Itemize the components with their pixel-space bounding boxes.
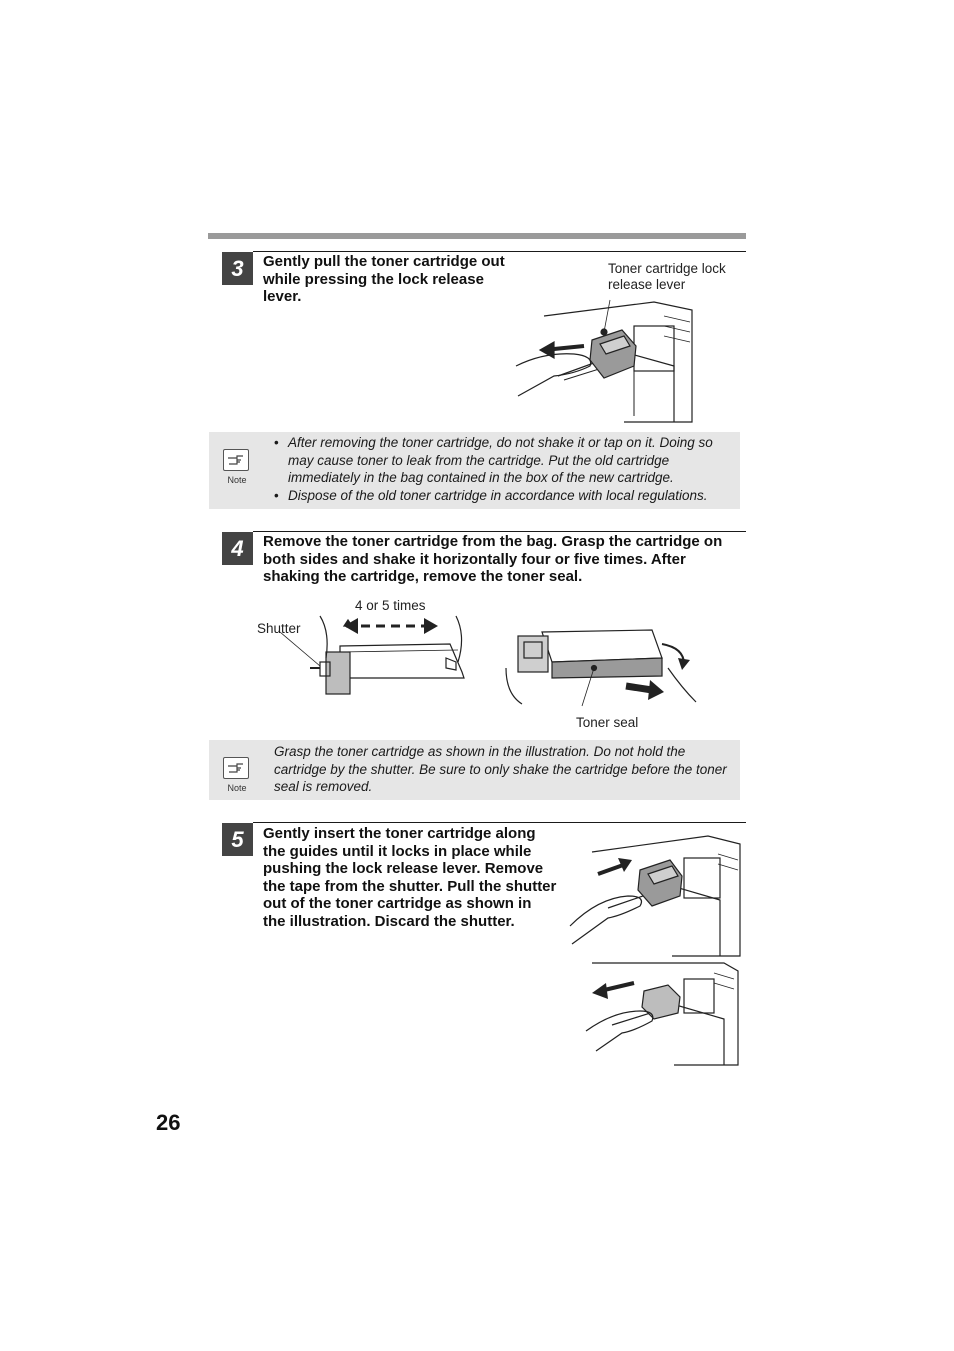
note-label-1: Note: [227, 475, 247, 485]
step3-number: 3: [222, 252, 253, 285]
pull-shutter-illustration: [584, 961, 740, 1067]
note-icon-2: [223, 757, 251, 793]
caption-toner-seal: Toner seal: [576, 715, 639, 730]
step5-instruction: Gently insert the toner cartridge along the guides until it locks in place while pushing the lock release lever. Remove the tape from the shutter. Pull the shutter out of the toner cartridge as shown in the illustration. Discard the shutter.: [263, 825, 557, 930]
step3-caption-lock-lever: Toner cartridge lock release lever: [608, 261, 726, 292]
step4-instruction: Remove the toner cartridge from the bag. Grasp the cartridge on both sides and shake it horizontally four or five times. After shaking the cartridge, remove the toner seal.: [263, 533, 723, 586]
caption-shutter: Shutter: [257, 621, 301, 636]
pointing-hand-icon: [223, 449, 249, 471]
page-number: 26: [156, 1110, 181, 1135]
note-1-list: [274, 434, 736, 504]
note-label-2: Note: [227, 783, 247, 793]
shake-cartridge-illustration: [280, 612, 480, 696]
step5-rule: [253, 822, 746, 823]
insert-cartridge-illustration: [568, 834, 742, 958]
header-rule: [208, 233, 746, 239]
step4-rule: [253, 531, 746, 532]
remove-seal-illustration: [502, 628, 700, 708]
step3-instruction: Gently pull the toner cartridge out while pressing the lock release lever.: [263, 253, 505, 306]
pointing-hand-icon: [223, 757, 249, 779]
note-1-item: • Dispose of the old toner cartridge in accordance with local regulations.: [274, 487, 736, 505]
step5-number: 5: [222, 823, 253, 856]
note-2-text: Grasp the toner cartridge as shown in the illustration. Do not hold the cartridge by the shutter. Be sure to only shake the cartridge before the toner seal is removed.: [274, 744, 727, 794]
note-1-item: • After removing the toner cartridge, do not shake it or tap on it. Doing so may cause toner to leak from the cartridge. Put the old cartridge immediately in the bag contained in the box of the new cartridge.: [274, 434, 736, 487]
step3-rule: [253, 251, 746, 252]
step4-number: 4: [222, 532, 253, 565]
remove-cartridge-illustration: [514, 296, 694, 426]
note-icon-1: [223, 449, 251, 485]
caption-4-or-5-times: 4 or 5 times: [355, 598, 426, 613]
